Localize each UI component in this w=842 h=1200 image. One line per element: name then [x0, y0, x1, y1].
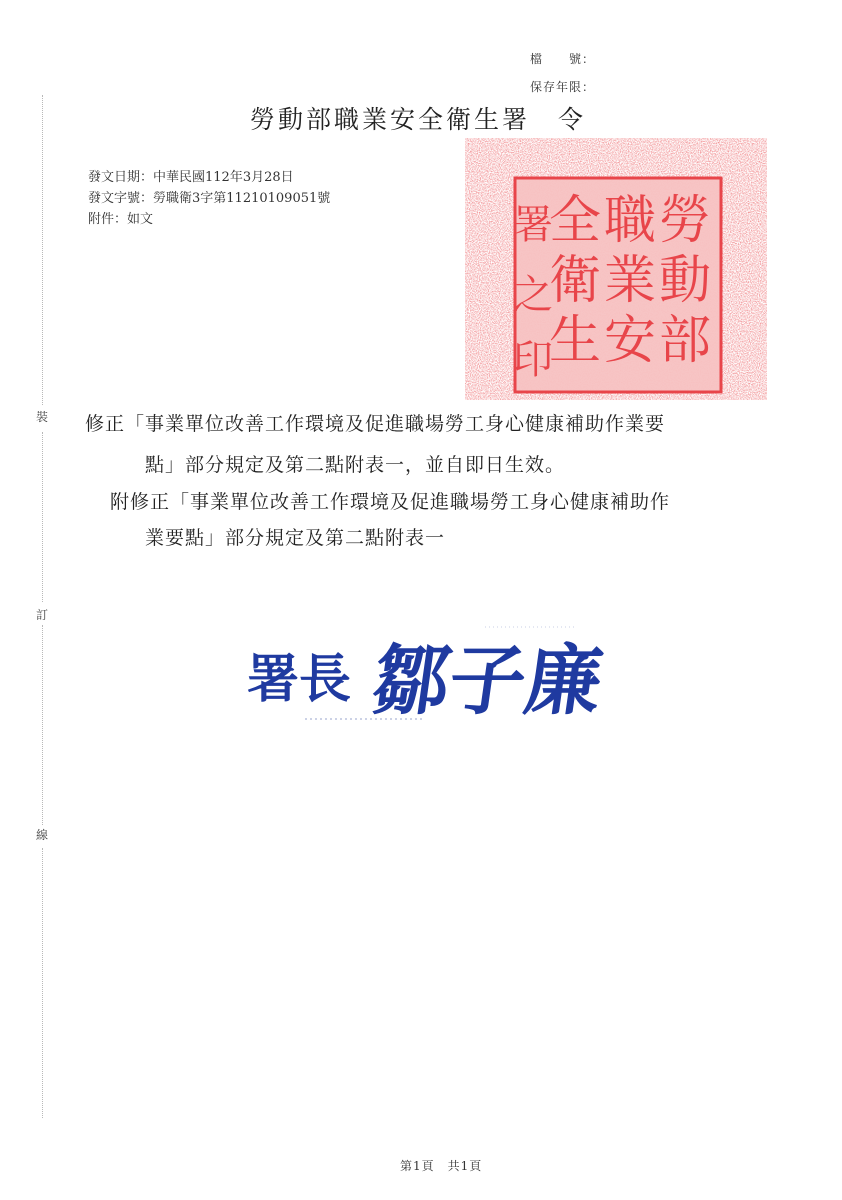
svg-text:署長: 署長: [247, 649, 352, 710]
page-number: 第1頁 共1頁: [400, 1159, 483, 1173]
binding-margin-line: [42, 625, 43, 825]
svg-text:生: 生: [548, 311, 602, 371]
attachment-note: 附件：如文: [88, 212, 154, 227]
binding-margin-line: [42, 95, 43, 405]
svg-text:鄒子廉: 鄒子廉: [367, 636, 608, 726]
svg-text:署: 署: [513, 202, 553, 248]
svg-text:職: 職: [603, 191, 657, 251]
directive-line-1: 修正「事業單位改善工作環境及促進職場勞工身心健康補助作業要: [85, 413, 666, 435]
document-title: [250, 100, 586, 136]
svg-text:印: 印: [513, 337, 553, 383]
attachment-line-2: 業要點」部分規定及第二點附表一: [145, 527, 446, 549]
binding-mark-xian: 線: [36, 828, 49, 842]
svg-text:之: 之: [513, 272, 553, 318]
binding-mark-zhuang: 裝: [36, 410, 49, 424]
svg-text:動: 動: [658, 251, 712, 311]
issue-date: 發文日期：中華民國112年3月28日: [88, 170, 294, 185]
svg-text:部: 部: [658, 311, 712, 371]
svg-text:安: 安: [603, 311, 657, 371]
director-signature: [245, 615, 635, 735]
file-number-label: 檔 號：: [530, 52, 596, 66]
svg-text:全: 全: [548, 191, 602, 251]
document-type: 令: [558, 105, 587, 134]
attachment-line-1: 附修正「事業單位改善工作環境及促進職場勞工身心健康補助作: [110, 491, 671, 513]
retention-period-label: 保存年限：: [530, 80, 596, 94]
svg-text:衛: 衛: [548, 251, 602, 311]
binding-margin-line: [42, 432, 43, 602]
official-seal: [465, 138, 767, 400]
directive-line-2: 點」部分規定及第二點附表一，並自即日生效。: [145, 454, 566, 476]
binding-margin-line: [42, 848, 43, 1118]
document-number: 發文字號：勞職衛3字第11210109051號: [88, 191, 331, 206]
binding-mark-ding: 訂: [36, 608, 49, 622]
svg-text:勞: 勞: [658, 191, 712, 251]
svg-text:業: 業: [603, 251, 657, 311]
agency-name: 勞動部職業安全衛生署: [250, 105, 531, 134]
